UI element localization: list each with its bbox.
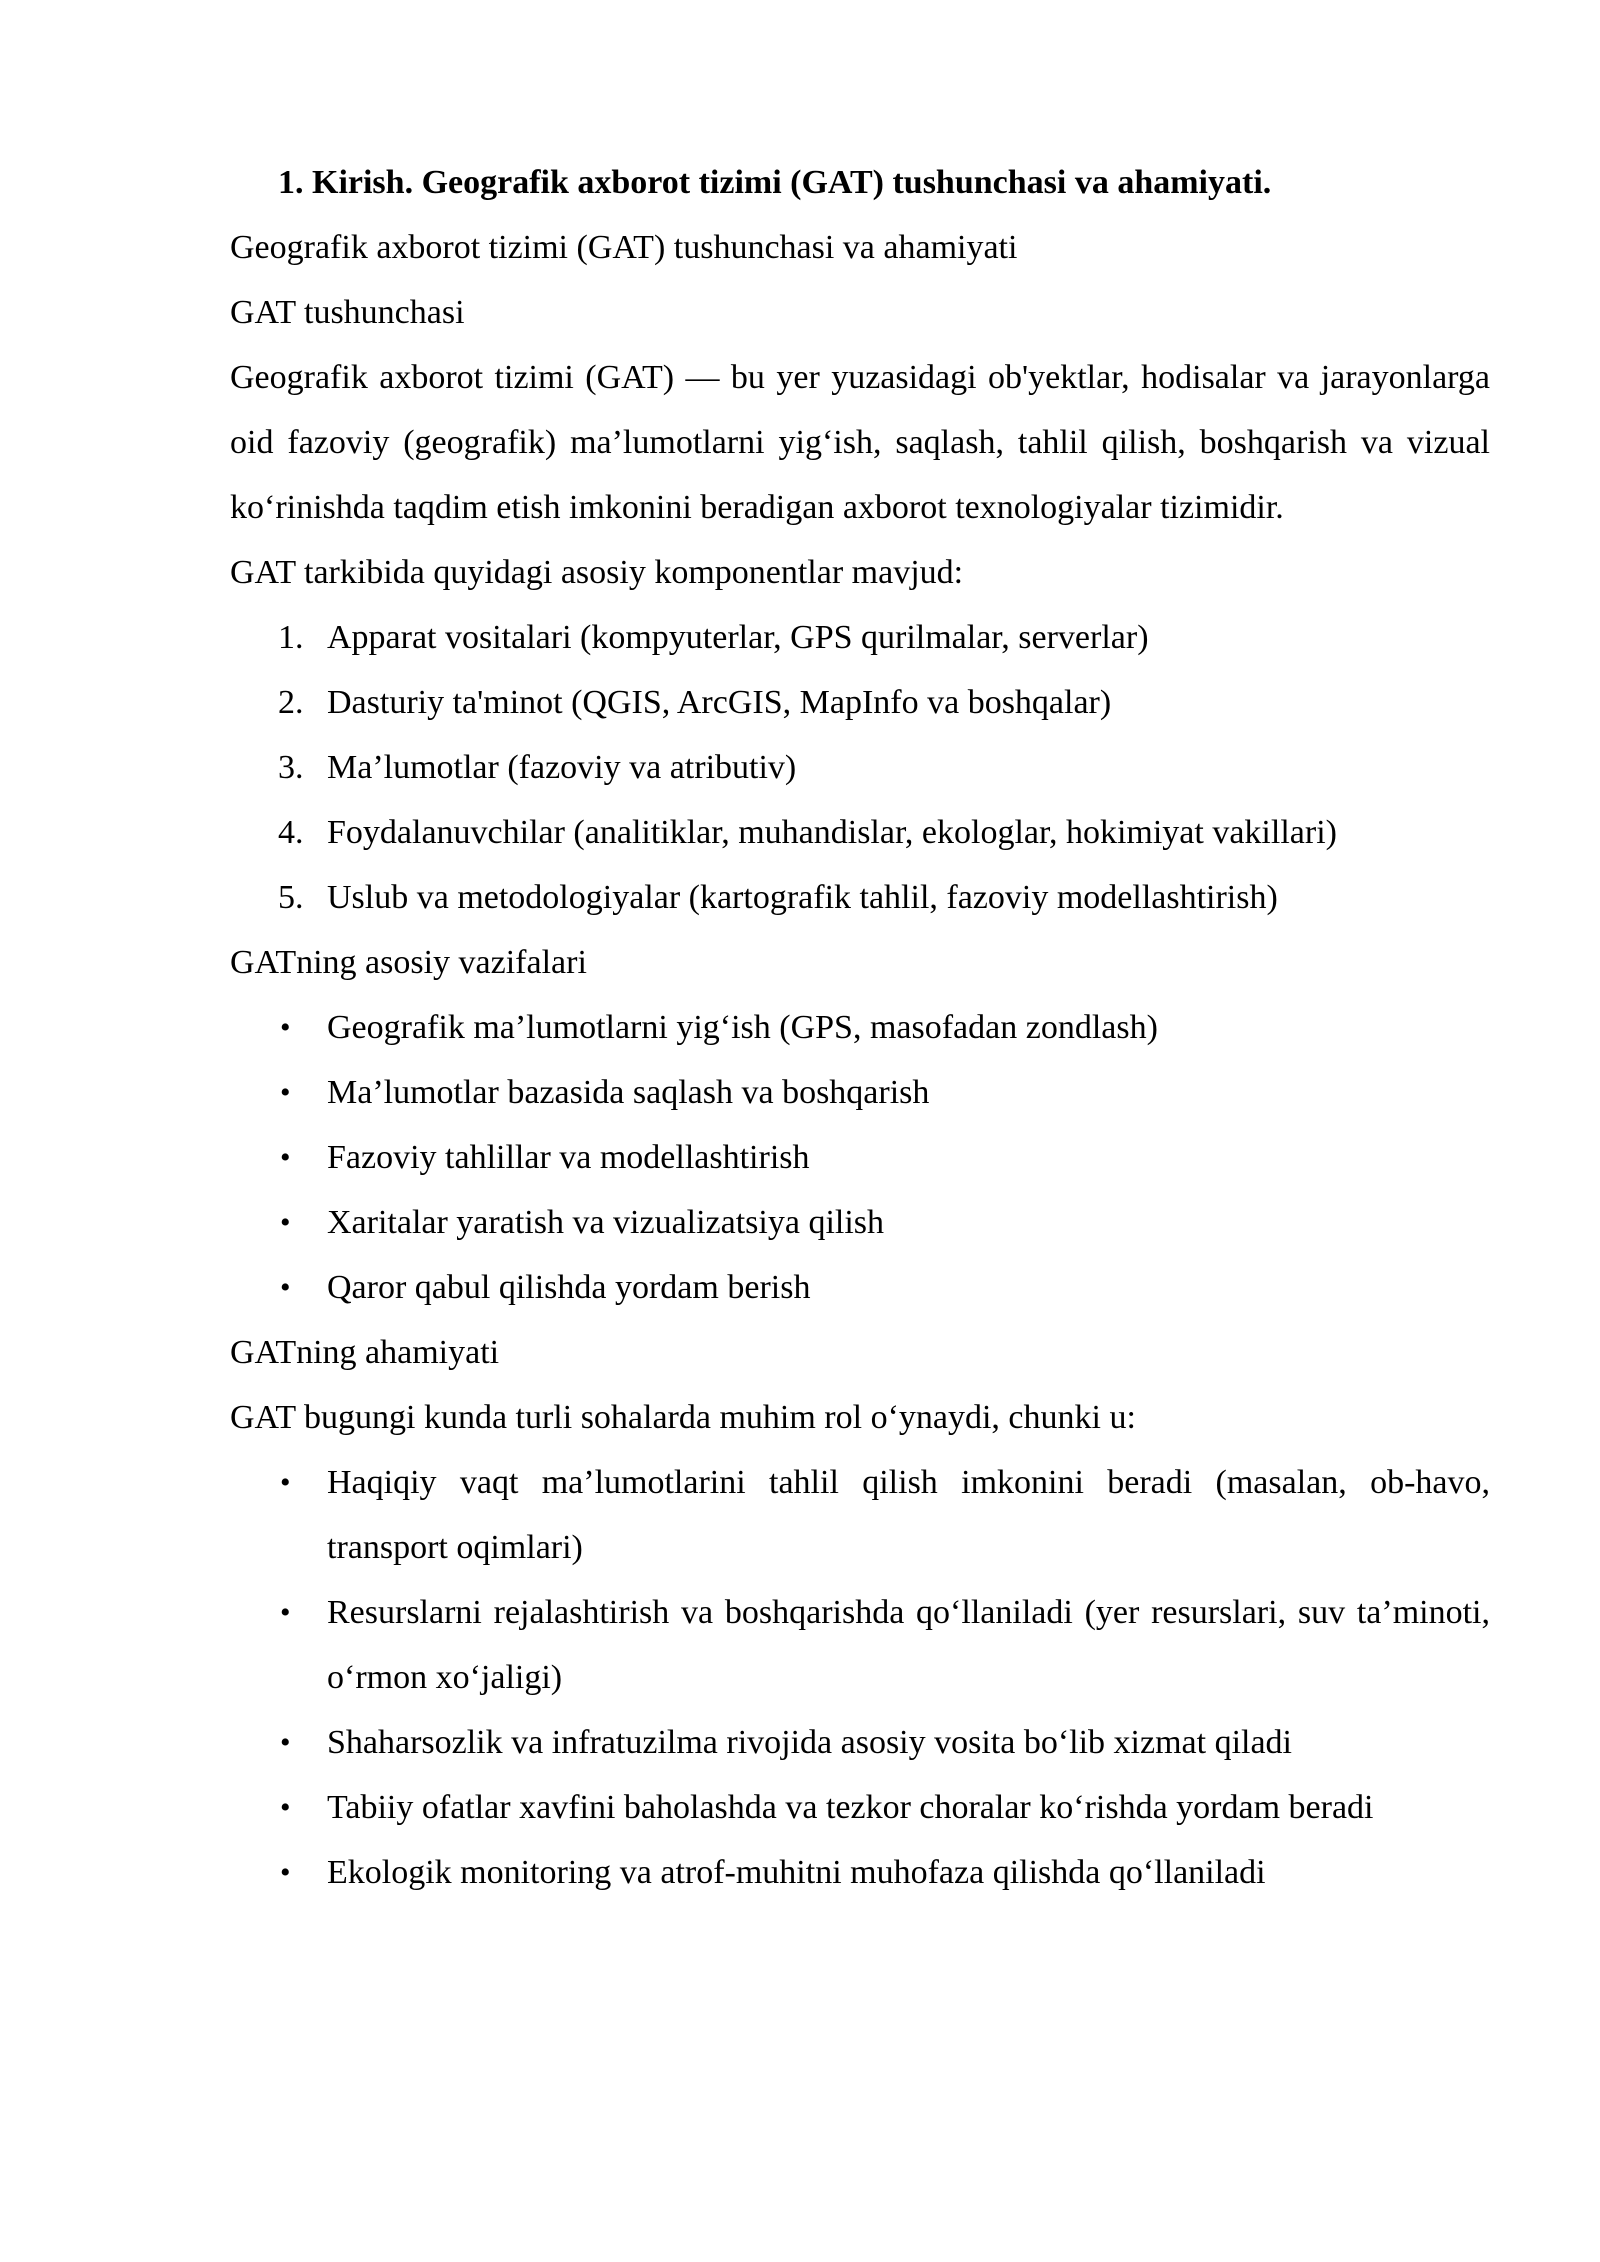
importance-intro: GAT bugungi kunda turli sohalarda muhim rol o‘ynaydi, chunki u: xyxy=(230,1399,1136,1436)
list-item xyxy=(230,995,1490,1060)
list-item-text: Shaharsozlik va infratuzilma rivojida asosiy vosita bo‘lib xizmat qiladi xyxy=(327,1724,1292,1761)
bullet-icon: • xyxy=(280,1856,291,1889)
list-number: 2. xyxy=(278,684,304,721)
definition-paragraph: Geografik axborot tizimi (GAT) — bu yer yuzasidagi ob'yektlar, hodisalar va jarayonlarga oid fazoviy (geografik) ma’lumotlarni yig‘ish, saqlash, tahlil qilish, boshqarish va vizual ko‘rinishda taqdim etish imkonini beradigan axborot texnologiyalar tizimidir. xyxy=(230,359,1490,526)
section-title-tasks: GATning asosiy vazifalari xyxy=(230,944,587,981)
list-item xyxy=(230,865,1490,930)
list-item-text: Ekologik monitoring va atrof-muhitni muhofaza qilishda qo‘llaniladi xyxy=(327,1854,1266,1891)
list-item xyxy=(230,1255,1490,1320)
list-item-text: Fazoviy tahlillar va modellashtirish xyxy=(327,1139,810,1176)
list-number: 1. xyxy=(278,619,304,656)
list-item xyxy=(230,1125,1490,1190)
list-item xyxy=(230,735,1490,800)
list-number: 4. xyxy=(278,814,304,851)
list-item-text: Resurslarni rejalashtirish va boshqarishda qo‘llaniladi (yer resurslari, suv ta’minoti, o‘rmon xo‘jaligi) xyxy=(327,1594,1490,1696)
document-heading: 1. Kirish. Geografik axborot tizimi (GAT) tushunchasi va ahamiyati. xyxy=(278,164,1272,201)
list-item-text: Apparat vositalari (kompyuterlar, GPS qurilmalar, serverlar) xyxy=(327,619,1149,656)
components-list xyxy=(230,605,1490,930)
list-item xyxy=(230,1450,1490,1580)
bullet-icon: • xyxy=(280,1726,291,1759)
components-intro: GAT tarkibida quyidagi asosiy komponentlar mavjud: xyxy=(230,554,964,591)
list-number: 3. xyxy=(278,749,304,786)
list-item xyxy=(230,800,1490,865)
list-item xyxy=(230,605,1490,670)
list-item xyxy=(230,1710,1490,1775)
bullet-icon: • xyxy=(280,1141,291,1174)
bullet-icon: • xyxy=(280,1206,291,1239)
list-item-text: Dasturiy ta'minot (QGIS, ArcGIS, MapInfo va boshqalar) xyxy=(327,684,1112,721)
list-item-text: Ma’lumotlar (fazoviy va atributiv) xyxy=(327,749,797,786)
bullet-icon: • xyxy=(280,1596,291,1629)
section-title-importance: GATning ahamiyati xyxy=(230,1334,500,1371)
bullet-icon: • xyxy=(280,1271,291,1304)
list-item xyxy=(230,1840,1490,1905)
list-item-text: Geografik ma’lumotlarni yig‘ish (GPS, masofadan zondlash) xyxy=(327,1009,1158,1046)
bullet-icon: • xyxy=(280,1466,291,1499)
list-item xyxy=(230,1580,1490,1710)
list-item xyxy=(230,1060,1490,1125)
document-page xyxy=(230,150,1490,1905)
list-number: 5. xyxy=(278,879,304,916)
list-item xyxy=(230,670,1490,735)
list-item-text: Ma’lumotlar bazasida saqlash va boshqarish xyxy=(327,1074,930,1111)
list-item xyxy=(230,1190,1490,1255)
document-subtitle: Geografik axborot tizimi (GAT) tushunchasi va ahamiyati xyxy=(230,229,1018,266)
importance-list xyxy=(230,1450,1490,1905)
list-item-text: Tabiiy ofatlar xavfini baholashda va tezkor choralar ko‘rishda yordam beradi xyxy=(327,1789,1374,1826)
list-item-text: Xaritalar yaratish va vizualizatsiya qilish xyxy=(327,1204,885,1241)
list-item xyxy=(230,1775,1490,1840)
list-item-text: Uslub va metodologiyalar (kartografik tahlil, fazoviy modellashtirish) xyxy=(327,879,1278,916)
tasks-list xyxy=(230,995,1490,1320)
list-item-text: Foydalanuvchilar (analitiklar, muhandislar, ekologlar, hokimiyat vakillari) xyxy=(327,814,1337,851)
list-item-text: Haqiqiy vaqt ma’lumotlarini tahlil qilish imkonini beradi (masalan, ob-havo, transport oqimlari) xyxy=(327,1464,1490,1566)
bullet-icon: • xyxy=(280,1791,291,1824)
list-item-text: Qaror qabul qilishda yordam berish xyxy=(327,1269,811,1306)
bullet-icon: • xyxy=(280,1011,291,1044)
section-title-concept: GAT tushunchasi xyxy=(230,294,465,331)
bullet-icon: • xyxy=(280,1076,291,1109)
